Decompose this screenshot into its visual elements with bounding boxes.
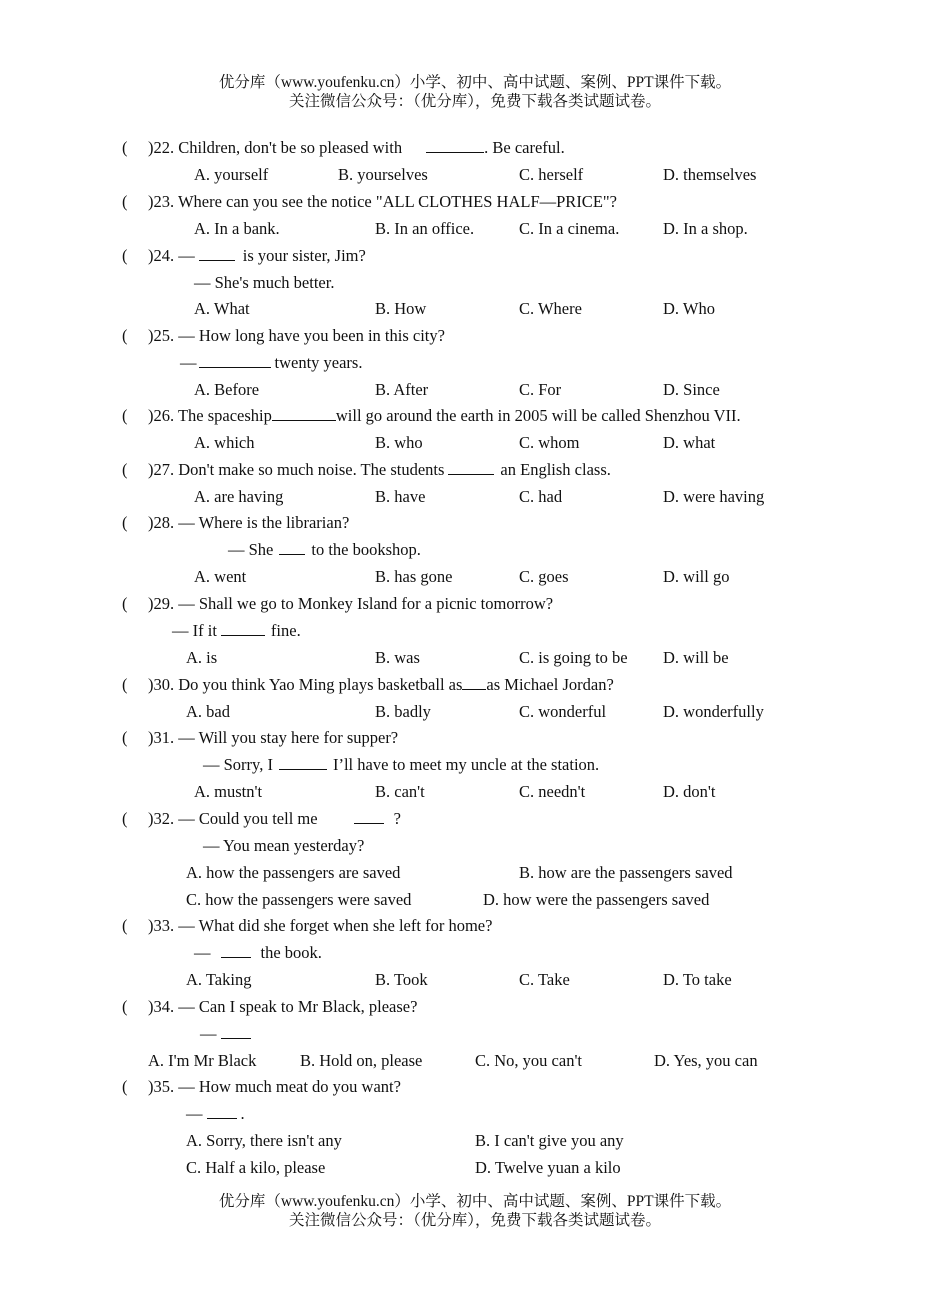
option-c: C. whom xyxy=(519,433,580,452)
option-d: D. will be xyxy=(663,648,729,667)
question-text: )34. — Can I speak to Mr Black, please? xyxy=(148,997,418,1016)
option-c: C. needn't xyxy=(519,782,586,801)
option-a: A. are having xyxy=(194,487,284,506)
header-banner xyxy=(0,73,950,111)
option-b: B. yourselves xyxy=(338,165,428,184)
reply-text: — xyxy=(186,1104,203,1123)
option-c: C. In a cinema. xyxy=(519,219,620,238)
question-text: )22. Children, don't be so pleased with xyxy=(148,138,403,157)
question-text: )30. Do you think Yao Ming plays basketball as xyxy=(148,675,463,694)
reply-text: — If it xyxy=(172,621,217,640)
question-text-end: . Be careful. xyxy=(484,138,565,157)
option-a: A. is xyxy=(186,648,218,667)
question-text-end: an English class. xyxy=(500,460,611,479)
answer-bracket: ( xyxy=(122,460,128,479)
option-d: D. Twelve yuan a kilo xyxy=(475,1158,621,1177)
option-a: A. I'm Mr Black xyxy=(148,1051,257,1070)
answer-bracket: ( xyxy=(122,1077,128,1096)
reply-text-end: . xyxy=(240,1104,245,1123)
option-d: D. To take xyxy=(663,970,732,989)
question-text-end: as Michael Jordan? xyxy=(486,675,614,694)
reply-text: — Sorry, I xyxy=(203,755,273,774)
option-d: D. In a shop. xyxy=(663,219,748,238)
option-c: C. herself xyxy=(519,165,584,184)
reply-text-end: fine. xyxy=(270,621,301,640)
question-text: )32. — Could you tell me xyxy=(148,809,318,828)
option-a: A. how the passengers are saved xyxy=(186,863,401,882)
question-text-end: will go around the earth in 2005 will be called Shenzhou VII. xyxy=(335,406,741,425)
header-line-2: 关注微信公众号：（优分库），免费下载各类试题试卷。 xyxy=(288,93,661,110)
question-text: )26. The spaceship xyxy=(148,406,272,425)
answer-blank xyxy=(279,540,305,555)
answer-bracket: ( xyxy=(122,192,128,211)
option-d: D. Since xyxy=(663,380,720,399)
option-a: A. went xyxy=(194,567,247,586)
answer-blank xyxy=(426,138,484,153)
question-text-end: ? xyxy=(393,809,401,828)
footer-line-1: 优分库（www.youfenku.cn）小学、初中、高中试题、案例、PPT课件下载。 xyxy=(218,1193,732,1210)
option-c: C. Half a kilo, please xyxy=(186,1158,326,1177)
answer-bracket: ( xyxy=(122,406,128,425)
answer-blank xyxy=(272,406,336,421)
answer-blank xyxy=(221,1024,251,1039)
answer-bracket: ( xyxy=(122,675,128,694)
answer-blank xyxy=(354,809,384,824)
option-c: C. Take xyxy=(519,970,570,989)
answer-bracket: ( xyxy=(122,728,128,747)
question-text: )25. — How long have you been in this city? xyxy=(148,326,445,345)
option-d: D. wonderfully xyxy=(663,702,764,721)
reply-text-end: to the bookshop. xyxy=(311,540,421,559)
option-b: B. have xyxy=(375,487,426,506)
reply-24: — She's much better. xyxy=(194,273,335,292)
option-c: C. had xyxy=(519,487,563,506)
option-c: C. goes xyxy=(519,567,569,586)
header-line-1: 优分库（www.youfenku.cn）小学、初中、高中试题、案例、PPT课件下载。 xyxy=(218,74,732,91)
reply-text: — xyxy=(180,353,197,372)
option-d: D. don't xyxy=(663,782,716,801)
option-c: C. wonderful xyxy=(519,702,607,721)
question-text: )27. Don't make so much noise. The students xyxy=(148,460,445,479)
reply-34 xyxy=(200,1024,251,1044)
option-c: C. how the passengers were saved xyxy=(186,890,412,909)
reply-text: — xyxy=(194,943,211,962)
reply-28 xyxy=(228,540,421,560)
option-b: B. Hold on, please xyxy=(300,1051,423,1070)
option-b: B. how are the passengers saved xyxy=(519,863,733,882)
question-text: )29. — Shall we go to Monkey Island for a picnic tomorrow? xyxy=(148,594,554,613)
question-text: )28. — Where is the librarian? xyxy=(148,513,350,532)
option-b: B. was xyxy=(375,648,420,667)
option-b: B. has gone xyxy=(375,567,453,586)
footer-line-2: 关注微信公众号：（优分库），免费下载各类试题试卷。 xyxy=(288,1212,661,1229)
option-a: A. In a bank. xyxy=(194,219,280,238)
answer-bracket: ( xyxy=(122,997,128,1016)
answer-bracket: ( xyxy=(122,594,128,613)
answer-blank xyxy=(221,621,265,636)
option-d: D. themselves xyxy=(663,165,757,184)
option-a: A. Before xyxy=(194,380,260,399)
option-b: B. I can't give you any xyxy=(475,1131,624,1150)
answer-bracket: ( xyxy=(122,246,128,265)
reply-text-end: I’ll have to meet my uncle at the station. xyxy=(332,755,600,774)
answer-blank xyxy=(199,353,271,368)
option-c: C. Where xyxy=(519,299,582,318)
option-a: A. bad xyxy=(186,702,230,721)
option-c: C. No, you can't xyxy=(475,1051,583,1070)
reply-text-end: the book. xyxy=(260,943,322,962)
answer-bracket: ( xyxy=(122,916,128,935)
answer-blank xyxy=(221,943,251,958)
reply-35 xyxy=(186,1104,245,1124)
question-text: )24. — xyxy=(148,246,195,265)
reply-32: — You mean yesterday? xyxy=(203,836,365,855)
option-b: B. After xyxy=(375,380,429,399)
option-b: B. who xyxy=(375,433,423,452)
reply-text: — She xyxy=(228,540,274,559)
option-a: A. Sorry, there isn't any xyxy=(186,1131,342,1150)
question-text: )33. — What did she forget when she left for home? xyxy=(148,916,493,935)
option-b: B. In an office. xyxy=(375,219,475,238)
footer-banner xyxy=(0,1192,950,1230)
answer-bracket: ( xyxy=(122,326,128,345)
answer-blank xyxy=(279,755,327,770)
option-d: D. Who xyxy=(663,299,715,318)
option-a: A. which xyxy=(194,433,255,452)
question-text: )35. — How much meat do you want? xyxy=(148,1077,401,1096)
option-a: A. What xyxy=(194,299,250,318)
option-c: C. For xyxy=(519,380,562,399)
option-d: D. were having xyxy=(663,487,765,506)
answer-blank xyxy=(207,1104,237,1119)
option-b: B. How xyxy=(375,299,427,318)
reply-33 xyxy=(194,943,322,963)
answer-bracket: ( xyxy=(122,513,128,532)
reply-text: — xyxy=(200,1024,217,1043)
option-b: B. Took xyxy=(375,970,428,989)
question-text: )31. — Will you stay here for supper? xyxy=(148,728,399,747)
answer-blank xyxy=(199,246,235,261)
question-text: )23. Where can you see the notice "ALL CLOTHES HALF—PRICE"? xyxy=(148,192,617,211)
option-d: D. will go xyxy=(663,567,730,586)
reply-31 xyxy=(203,755,599,775)
reply-25 xyxy=(180,353,362,373)
option-d: D. what xyxy=(663,433,716,452)
reply-text-end: twenty years. xyxy=(274,353,363,372)
answer-blank xyxy=(462,675,486,690)
answer-bracket: ( xyxy=(122,138,128,157)
option-d: D. Yes, you can xyxy=(654,1051,758,1070)
option-b: B. can't xyxy=(375,782,425,801)
option-a: A. yourself xyxy=(194,165,269,184)
option-b: B. badly xyxy=(375,702,431,721)
option-a: A. mustn't xyxy=(194,782,263,801)
option-d: D. how were the passengers saved xyxy=(483,890,710,909)
option-c: C. is going to be xyxy=(519,648,628,667)
question-text-end: is your sister, Jim? xyxy=(242,246,366,265)
answer-bracket: ( xyxy=(122,809,128,828)
option-a: A. Taking xyxy=(186,970,252,989)
answer-blank xyxy=(448,460,494,475)
reply-29 xyxy=(172,621,301,641)
